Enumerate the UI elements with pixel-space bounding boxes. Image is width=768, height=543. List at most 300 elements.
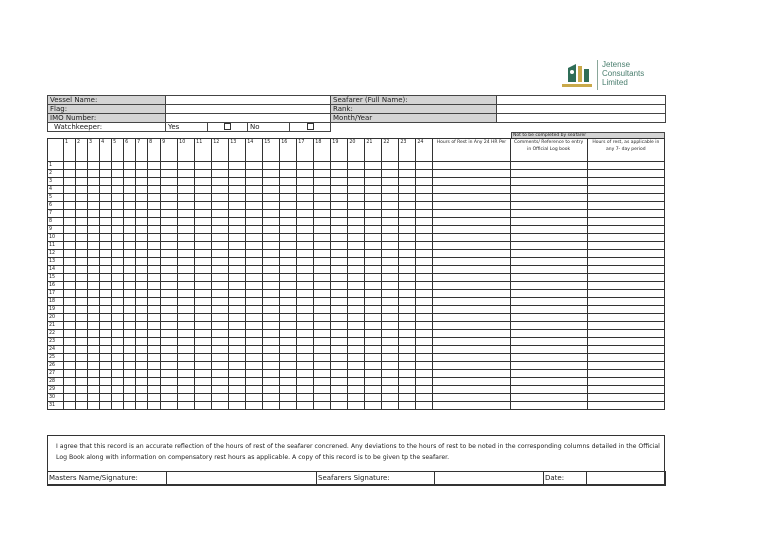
hour-cell[interactable] <box>365 386 382 394</box>
hour-cell[interactable] <box>178 178 195 186</box>
rest-7day-cell[interactable] <box>587 314 664 322</box>
hour-cell[interactable] <box>161 306 178 314</box>
hour-cell[interactable] <box>314 226 331 234</box>
hour-cell[interactable] <box>124 210 136 218</box>
rest-24hr-cell[interactable] <box>433 274 510 282</box>
hour-cell[interactable] <box>178 322 195 330</box>
comments-cell[interactable] <box>510 330 587 338</box>
hour-cell[interactable] <box>161 242 178 250</box>
hour-cell[interactable] <box>246 338 263 346</box>
hour-cell[interactable] <box>416 274 433 282</box>
hour-cell[interactable] <box>136 330 148 338</box>
comments-cell[interactable] <box>510 394 587 402</box>
hour-cell[interactable] <box>246 306 263 314</box>
hour-cell[interactable] <box>314 170 331 178</box>
rest-7day-cell[interactable] <box>587 354 664 362</box>
hour-cell[interactable] <box>161 338 178 346</box>
hour-cell[interactable] <box>331 258 348 266</box>
hour-cell[interactable] <box>416 354 433 362</box>
hour-cell[interactable] <box>124 314 136 322</box>
hour-cell[interactable] <box>124 378 136 386</box>
hour-cell[interactable] <box>161 362 178 370</box>
hour-cell[interactable] <box>416 202 433 210</box>
hour-cell[interactable] <box>229 314 246 322</box>
hour-cell[interactable] <box>124 298 136 306</box>
hour-cell[interactable] <box>100 202 112 210</box>
hour-cell[interactable] <box>148 402 161 410</box>
hour-cell[interactable] <box>161 162 178 170</box>
hour-cell[interactable] <box>331 226 348 234</box>
hour-cell[interactable] <box>148 346 161 354</box>
hour-cell[interactable] <box>416 170 433 178</box>
hour-cell[interactable] <box>112 170 124 178</box>
hour-cell[interactable] <box>246 378 263 386</box>
comments-cell[interactable] <box>510 282 587 290</box>
hour-cell[interactable] <box>348 314 365 322</box>
hour-cell[interactable] <box>88 202 100 210</box>
hour-cell[interactable] <box>382 322 399 330</box>
hour-cell[interactable] <box>195 402 212 410</box>
hour-cell[interactable] <box>148 194 161 202</box>
hour-cell[interactable] <box>280 250 297 258</box>
hour-cell[interactable] <box>76 226 88 234</box>
hour-cell[interactable] <box>263 370 280 378</box>
rest-7day-cell[interactable] <box>587 250 664 258</box>
hour-cell[interactable] <box>416 194 433 202</box>
hour-cell[interactable] <box>161 394 178 402</box>
hour-cell[interactable] <box>212 362 229 370</box>
hour-cell[interactable] <box>399 362 416 370</box>
hour-cell[interactable] <box>161 346 178 354</box>
hour-cell[interactable] <box>263 282 280 290</box>
hour-cell[interactable] <box>365 362 382 370</box>
hour-cell[interactable] <box>229 202 246 210</box>
hour-cell[interactable] <box>76 258 88 266</box>
hour-cell[interactable] <box>148 226 161 234</box>
hour-cell[interactable] <box>246 266 263 274</box>
hour-cell[interactable] <box>399 234 416 242</box>
hour-cell[interactable] <box>229 402 246 410</box>
rest-7day-cell[interactable] <box>587 170 664 178</box>
hour-cell[interactable] <box>112 370 124 378</box>
hour-cell[interactable] <box>399 306 416 314</box>
hour-cell[interactable] <box>365 370 382 378</box>
hour-cell[interactable] <box>246 162 263 170</box>
rest-7day-cell[interactable] <box>587 258 664 266</box>
hour-cell[interactable] <box>348 266 365 274</box>
hour-cell[interactable] <box>100 178 112 186</box>
hour-cell[interactable] <box>136 202 148 210</box>
rest-7day-cell[interactable] <box>587 322 664 330</box>
hour-cell[interactable] <box>161 354 178 362</box>
hour-cell[interactable] <box>348 210 365 218</box>
hour-cell[interactable] <box>348 322 365 330</box>
hour-cell[interactable] <box>136 354 148 362</box>
hour-cell[interactable] <box>195 210 212 218</box>
hour-cell[interactable] <box>331 346 348 354</box>
hour-cell[interactable] <box>212 378 229 386</box>
hour-cell[interactable] <box>124 194 136 202</box>
hour-cell[interactable] <box>297 234 314 242</box>
hour-cell[interactable] <box>178 354 195 362</box>
hour-cell[interactable] <box>229 234 246 242</box>
hour-cell[interactable] <box>212 226 229 234</box>
hour-cell[interactable] <box>365 290 382 298</box>
hour-cell[interactable] <box>229 226 246 234</box>
hour-cell[interactable] <box>229 306 246 314</box>
hour-cell[interactable] <box>263 274 280 282</box>
hour-cell[interactable] <box>212 170 229 178</box>
hour-cell[interactable] <box>365 402 382 410</box>
hour-cell[interactable] <box>124 250 136 258</box>
hour-cell[interactable] <box>399 290 416 298</box>
hour-cell[interactable] <box>263 386 280 394</box>
hour-cell[interactable] <box>348 162 365 170</box>
hour-cell[interactable] <box>229 370 246 378</box>
hour-cell[interactable] <box>195 242 212 250</box>
hour-cell[interactable] <box>416 322 433 330</box>
hour-cell[interactable] <box>136 250 148 258</box>
hour-cell[interactable] <box>280 226 297 234</box>
hour-cell[interactable] <box>331 322 348 330</box>
hour-cell[interactable] <box>348 234 365 242</box>
hour-cell[interactable] <box>148 362 161 370</box>
hour-cell[interactable] <box>314 346 331 354</box>
hour-cell[interactable] <box>148 202 161 210</box>
hour-cell[interactable] <box>246 330 263 338</box>
hour-cell[interactable] <box>88 226 100 234</box>
hour-cell[interactable] <box>263 298 280 306</box>
comments-cell[interactable] <box>510 178 587 186</box>
hour-cell[interactable] <box>280 338 297 346</box>
hour-cell[interactable] <box>331 242 348 250</box>
rest-24hr-cell[interactable] <box>433 290 510 298</box>
hour-cell[interactable] <box>112 306 124 314</box>
hour-cell[interactable] <box>314 258 331 266</box>
hour-cell[interactable] <box>195 322 212 330</box>
hour-cell[interactable] <box>382 242 399 250</box>
hour-cell[interactable] <box>365 218 382 226</box>
hour-cell[interactable] <box>212 178 229 186</box>
hour-cell[interactable] <box>76 402 88 410</box>
hour-cell[interactable] <box>178 226 195 234</box>
hour-cell[interactable] <box>263 266 280 274</box>
hour-cell[interactable] <box>280 194 297 202</box>
hour-cell[interactable] <box>161 202 178 210</box>
hour-cell[interactable] <box>263 290 280 298</box>
hour-cell[interactable] <box>136 218 148 226</box>
hour-cell[interactable] <box>136 242 148 250</box>
hour-cell[interactable] <box>382 282 399 290</box>
hour-cell[interactable] <box>178 282 195 290</box>
hour-cell[interactable] <box>399 386 416 394</box>
hour-cell[interactable] <box>112 234 124 242</box>
hour-cell[interactable] <box>178 338 195 346</box>
hour-cell[interactable] <box>331 266 348 274</box>
rest-7day-cell[interactable] <box>587 306 664 314</box>
hour-cell[interactable] <box>280 314 297 322</box>
hour-cell[interactable] <box>148 306 161 314</box>
hour-cell[interactable] <box>76 354 88 362</box>
hour-cell[interactable] <box>348 298 365 306</box>
hour-cell[interactable] <box>263 362 280 370</box>
hour-cell[interactable] <box>88 170 100 178</box>
hour-cell[interactable] <box>212 250 229 258</box>
hour-cell[interactable] <box>100 194 112 202</box>
hour-cell[interactable] <box>365 170 382 178</box>
hour-cell[interactable] <box>348 306 365 314</box>
date-field[interactable] <box>587 472 666 486</box>
hour-cell[interactable] <box>314 354 331 362</box>
hour-cell[interactable] <box>246 226 263 234</box>
hour-cell[interactable] <box>365 266 382 274</box>
hour-cell[interactable] <box>365 306 382 314</box>
hour-cell[interactable] <box>365 298 382 306</box>
hour-cell[interactable] <box>136 402 148 410</box>
comments-cell[interactable] <box>510 314 587 322</box>
comments-cell[interactable] <box>510 194 587 202</box>
hour-cell[interactable] <box>212 258 229 266</box>
hour-cell[interactable] <box>314 386 331 394</box>
hour-cell[interactable] <box>195 226 212 234</box>
hour-cell[interactable] <box>212 314 229 322</box>
hour-cell[interactable] <box>365 330 382 338</box>
hour-cell[interactable] <box>64 306 76 314</box>
hour-cell[interactable] <box>195 290 212 298</box>
hour-cell[interactable] <box>212 298 229 306</box>
hour-cell[interactable] <box>148 314 161 322</box>
hour-cell[interactable] <box>416 314 433 322</box>
hour-cell[interactable] <box>64 234 76 242</box>
hour-cell[interactable] <box>229 362 246 370</box>
hour-cell[interactable] <box>195 266 212 274</box>
rest-24hr-cell[interactable] <box>433 370 510 378</box>
hour-cell[interactable] <box>178 306 195 314</box>
hour-cell[interactable] <box>76 394 88 402</box>
hour-cell[interactable] <box>399 202 416 210</box>
hour-cell[interactable] <box>314 162 331 170</box>
hour-cell[interactable] <box>314 402 331 410</box>
hour-cell[interactable] <box>399 282 416 290</box>
hour-cell[interactable] <box>124 362 136 370</box>
hour-cell[interactable] <box>416 338 433 346</box>
hour-cell[interactable] <box>348 178 365 186</box>
comments-cell[interactable] <box>510 290 587 298</box>
hour-cell[interactable] <box>76 290 88 298</box>
hour-cell[interactable] <box>297 258 314 266</box>
hour-cell[interactable] <box>348 202 365 210</box>
rest-7day-cell[interactable] <box>587 266 664 274</box>
comments-cell[interactable] <box>510 354 587 362</box>
hour-cell[interactable] <box>331 394 348 402</box>
hour-cell[interactable] <box>64 282 76 290</box>
hour-cell[interactable] <box>148 274 161 282</box>
hour-cell[interactable] <box>382 346 399 354</box>
hour-cell[interactable] <box>100 378 112 386</box>
hour-cell[interactable] <box>297 194 314 202</box>
hour-cell[interactable] <box>88 338 100 346</box>
rest-24hr-cell[interactable] <box>433 186 510 194</box>
hour-cell[interactable] <box>88 162 100 170</box>
hour-cell[interactable] <box>136 226 148 234</box>
rest-7day-cell[interactable] <box>587 234 664 242</box>
hour-cell[interactable] <box>88 178 100 186</box>
hour-cell[interactable] <box>297 186 314 194</box>
hour-cell[interactable] <box>76 330 88 338</box>
rest-7day-cell[interactable] <box>587 402 664 410</box>
rest-7day-cell[interactable] <box>587 298 664 306</box>
rest-24hr-cell[interactable] <box>433 282 510 290</box>
hour-cell[interactable] <box>382 290 399 298</box>
hour-cell[interactable] <box>229 322 246 330</box>
hour-cell[interactable] <box>195 162 212 170</box>
hour-cell[interactable] <box>314 218 331 226</box>
hour-cell[interactable] <box>76 362 88 370</box>
rest-7day-cell[interactable] <box>587 226 664 234</box>
hour-cell[interactable] <box>64 186 76 194</box>
hour-cell[interactable] <box>297 402 314 410</box>
hour-cell[interactable] <box>280 178 297 186</box>
hour-cell[interactable] <box>365 186 382 194</box>
hour-cell[interactable] <box>382 274 399 282</box>
hour-cell[interactable] <box>314 298 331 306</box>
hour-cell[interactable] <box>124 266 136 274</box>
hour-cell[interactable] <box>64 354 76 362</box>
hour-cell[interactable] <box>112 178 124 186</box>
hour-cell[interactable] <box>124 170 136 178</box>
hour-cell[interactable] <box>246 178 263 186</box>
hour-cell[interactable] <box>416 226 433 234</box>
hour-cell[interactable] <box>297 306 314 314</box>
hour-cell[interactable] <box>64 330 76 338</box>
hour-cell[interactable] <box>331 298 348 306</box>
hour-cell[interactable] <box>148 378 161 386</box>
hour-cell[interactable] <box>148 258 161 266</box>
hour-cell[interactable] <box>229 162 246 170</box>
rest-24hr-cell[interactable] <box>433 386 510 394</box>
hour-cell[interactable] <box>148 218 161 226</box>
hour-cell[interactable] <box>124 162 136 170</box>
hour-cell[interactable] <box>195 330 212 338</box>
hour-cell[interactable] <box>382 194 399 202</box>
rest-24hr-cell[interactable] <box>433 298 510 306</box>
vessel-name-field[interactable] <box>166 96 331 105</box>
hour-cell[interactable] <box>100 210 112 218</box>
hour-cell[interactable] <box>416 298 433 306</box>
hour-cell[interactable] <box>416 370 433 378</box>
hour-cell[interactable] <box>246 354 263 362</box>
hour-cell[interactable] <box>263 346 280 354</box>
hour-cell[interactable] <box>399 298 416 306</box>
hour-cell[interactable] <box>365 250 382 258</box>
comments-cell[interactable] <box>510 346 587 354</box>
hour-cell[interactable] <box>280 258 297 266</box>
hour-cell[interactable] <box>399 314 416 322</box>
rest-24hr-cell[interactable] <box>433 402 510 410</box>
hour-cell[interactable] <box>212 274 229 282</box>
hour-cell[interactable] <box>229 290 246 298</box>
comments-cell[interactable] <box>510 218 587 226</box>
hour-cell[interactable] <box>178 314 195 322</box>
hour-cell[interactable] <box>382 298 399 306</box>
hour-cell[interactable] <box>212 282 229 290</box>
hour-cell[interactable] <box>136 178 148 186</box>
hour-cell[interactable] <box>416 242 433 250</box>
hour-cell[interactable] <box>348 378 365 386</box>
hour-cell[interactable] <box>365 202 382 210</box>
hour-cell[interactable] <box>178 330 195 338</box>
rest-24hr-cell[interactable] <box>433 226 510 234</box>
hour-cell[interactable] <box>112 322 124 330</box>
hour-cell[interactable] <box>161 250 178 258</box>
hour-cell[interactable] <box>263 202 280 210</box>
hour-cell[interactable] <box>331 162 348 170</box>
hour-cell[interactable] <box>178 386 195 394</box>
hour-cell[interactable] <box>348 282 365 290</box>
hour-cell[interactable] <box>64 170 76 178</box>
hour-cell[interactable] <box>100 170 112 178</box>
hour-cell[interactable] <box>161 170 178 178</box>
hour-cell[interactable] <box>331 178 348 186</box>
hour-cell[interactable] <box>297 178 314 186</box>
hour-cell[interactable] <box>178 194 195 202</box>
hour-cell[interactable] <box>416 394 433 402</box>
hour-cell[interactable] <box>297 210 314 218</box>
hour-cell[interactable] <box>314 202 331 210</box>
hour-cell[interactable] <box>161 322 178 330</box>
hour-cell[interactable] <box>382 218 399 226</box>
hour-cell[interactable] <box>331 370 348 378</box>
hour-cell[interactable] <box>76 202 88 210</box>
hour-cell[interactable] <box>212 186 229 194</box>
hour-cell[interactable] <box>416 378 433 386</box>
hour-cell[interactable] <box>161 290 178 298</box>
hour-cell[interactable] <box>100 266 112 274</box>
hour-cell[interactable] <box>148 394 161 402</box>
hour-cell[interactable] <box>148 330 161 338</box>
hour-cell[interactable] <box>148 234 161 242</box>
hour-cell[interactable] <box>100 258 112 266</box>
hour-cell[interactable] <box>124 346 136 354</box>
hour-cell[interactable] <box>178 170 195 178</box>
hour-cell[interactable] <box>331 330 348 338</box>
hour-cell[interactable] <box>76 314 88 322</box>
hour-cell[interactable] <box>212 402 229 410</box>
hour-cell[interactable] <box>416 218 433 226</box>
hour-cell[interactable] <box>161 370 178 378</box>
hour-cell[interactable] <box>212 346 229 354</box>
hour-cell[interactable] <box>112 218 124 226</box>
hour-cell[interactable] <box>112 290 124 298</box>
hour-cell[interactable] <box>263 354 280 362</box>
hour-cell[interactable] <box>229 218 246 226</box>
hour-cell[interactable] <box>100 314 112 322</box>
comments-cell[interactable] <box>510 402 587 410</box>
hour-cell[interactable] <box>76 170 88 178</box>
hour-cell[interactable] <box>64 338 76 346</box>
hour-cell[interactable] <box>382 330 399 338</box>
seafarer-name-field[interactable] <box>497 96 666 105</box>
hour-cell[interactable] <box>246 394 263 402</box>
masters-signature-field[interactable] <box>167 472 317 486</box>
hour-cell[interactable] <box>88 210 100 218</box>
hour-cell[interactable] <box>148 162 161 170</box>
hour-cell[interactable] <box>161 282 178 290</box>
hour-cell[interactable] <box>76 282 88 290</box>
hour-cell[interactable] <box>124 242 136 250</box>
hour-cell[interactable] <box>112 258 124 266</box>
rest-24hr-cell[interactable] <box>433 258 510 266</box>
